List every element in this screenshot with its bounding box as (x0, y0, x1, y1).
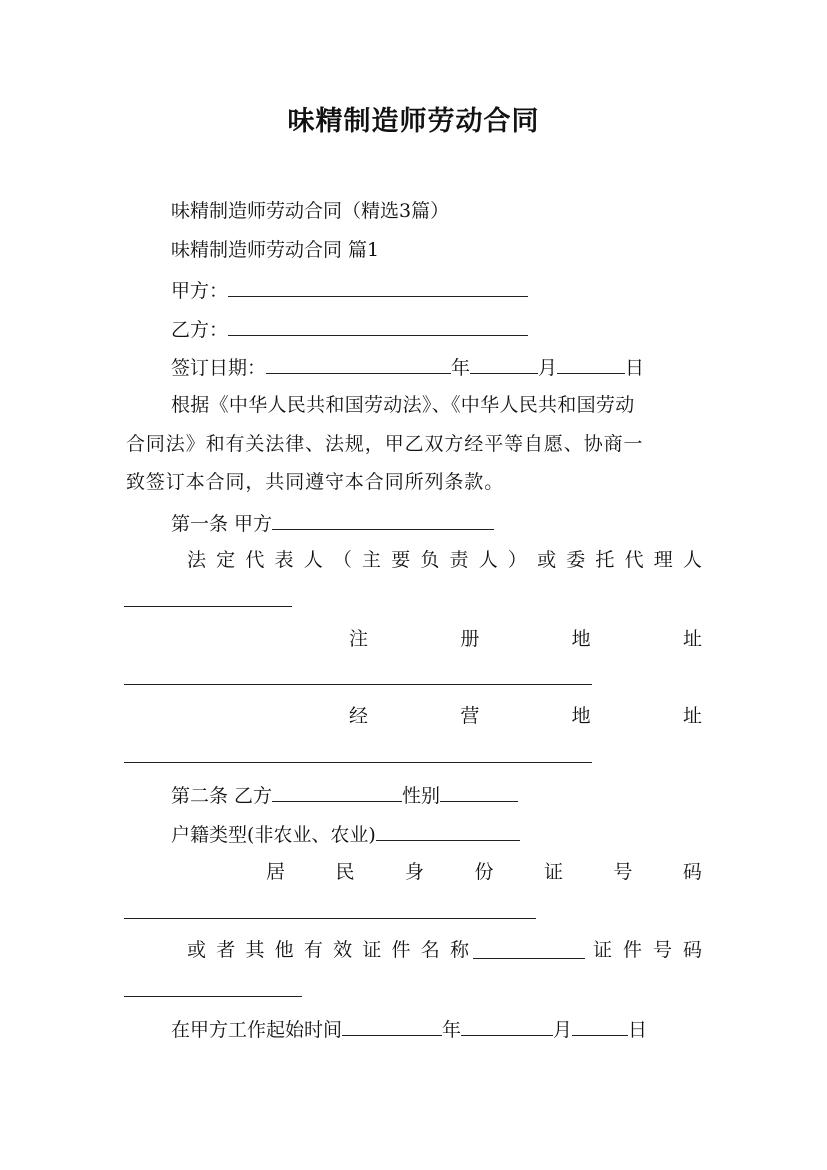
sign-day-blank[interactable] (557, 351, 625, 374)
household-blank[interactable] (376, 818, 520, 841)
section-heading: 味精制造师劳动合同 篇1 (171, 239, 380, 261)
cert-no-char: 证 (593, 939, 613, 961)
legal-rep-line (187, 545, 702, 575)
legal-rep-char: 负 (420, 549, 440, 571)
document-title: 味精制造师劳动合同 (287, 106, 540, 137)
cert-no-char: 件 (622, 939, 642, 961)
household-line (171, 818, 520, 850)
id-number-char: 身 (404, 861, 424, 883)
start-year-blank[interactable] (342, 1013, 442, 1036)
legal-rep-char: 人 (682, 549, 702, 571)
legal-rep-char: 或 (537, 549, 557, 571)
legal-rep-char: 代 (624, 549, 644, 571)
start-day-blank[interactable] (572, 1013, 628, 1036)
legal-rep-char: 托 (595, 549, 615, 571)
other-id-char: 件 (391, 939, 411, 961)
article-2-name-blank[interactable] (272, 779, 402, 802)
other-id-char: 有 (303, 939, 323, 961)
biz-address-char: 址 (682, 705, 702, 727)
intro-line-1: 根据《中华人民共和国劳动法》、《中华人民共和国劳动 (171, 394, 635, 416)
other-id-char: 效 (333, 939, 353, 961)
biz-address-char: 营 (460, 705, 480, 727)
legal-rep-char: 理 (653, 549, 673, 571)
legal-rep-char: 委 (566, 549, 586, 571)
start-day-label: 日 (628, 1019, 648, 1041)
start-month-blank[interactable] (461, 1013, 553, 1036)
start-time-label: 在甲方工作起始时间 (171, 1019, 343, 1041)
subtitle: 味精制造师劳动合同（精选3篇） (171, 200, 450, 222)
party-b-line (171, 313, 528, 345)
party-b-blank[interactable] (228, 313, 528, 336)
reg-address-blank[interactable] (124, 684, 592, 685)
id-number-char: 居 (266, 861, 286, 883)
sign-date-line (171, 351, 644, 383)
other-id-char: 或 (187, 939, 207, 961)
party-a-blank[interactable] (228, 274, 528, 297)
id-number-char: 号 (613, 861, 633, 883)
start-year-label: 年 (442, 1019, 462, 1041)
biz-address-char: 地 (571, 705, 591, 727)
article-1-label: 第一条 甲方 (171, 513, 273, 535)
legal-rep-char: ） (507, 549, 527, 571)
intro-line-3: 致签订本合同，共同遵守本合同所列条款。 (126, 471, 505, 493)
other-id-char: 名 (420, 939, 440, 961)
year-label: 年 (451, 357, 471, 379)
legal-rep-char: 定 (216, 549, 236, 571)
biz-address-blank[interactable] (124, 762, 592, 763)
legal-rep-char: 要 (391, 549, 411, 571)
cert-no-char: 号 (652, 939, 672, 961)
id-number-char: 码 (682, 861, 702, 883)
other-id-name-blank[interactable] (473, 958, 585, 959)
other-id-char: 其 (245, 939, 265, 961)
reg-address-line (349, 624, 702, 654)
household-label: 户籍类型(非农业、农业) (171, 824, 376, 846)
start-time-line (171, 1013, 647, 1045)
party-b-label: 乙方： (171, 319, 229, 341)
sign-month-blank[interactable] (470, 351, 538, 374)
biz-address-line (349, 701, 702, 731)
other-id-char: 者 (216, 939, 236, 961)
biz-address-char: 经 (349, 705, 369, 727)
party-a-label: 甲方： (171, 280, 229, 302)
legal-rep-char: 表 (274, 549, 294, 571)
start-month-label: 月 (553, 1019, 573, 1041)
id-number-char: 民 (335, 861, 355, 883)
cert-no-line (593, 935, 702, 965)
id-number-char: 份 (474, 861, 494, 883)
reg-address-char: 册 (460, 628, 480, 650)
id-number-line (266, 857, 702, 887)
cert-no-blank[interactable] (124, 996, 302, 997)
legal-rep-char: （ (332, 549, 352, 571)
reg-address-char: 地 (571, 628, 591, 650)
id-number-blank[interactable] (124, 918, 536, 919)
legal-rep-char: 人 (303, 549, 323, 571)
reg-address-char: 址 (682, 628, 702, 650)
reg-address-char: 注 (349, 628, 369, 650)
other-id-char: 证 (362, 939, 382, 961)
party-a-line (171, 274, 528, 306)
cert-no-char: 码 (682, 939, 702, 961)
sign-date-label: 签订日期： (171, 357, 267, 379)
id-number-char: 证 (543, 861, 563, 883)
article-1-line (171, 507, 494, 539)
article-2-label: 第二条 乙方 (171, 785, 273, 807)
legal-rep-char: 法 (187, 549, 207, 571)
legal-rep-char: 代 (245, 549, 265, 571)
legal-rep-char: 责 (449, 549, 469, 571)
legal-rep-char: 主 (362, 549, 382, 571)
day-label: 日 (625, 357, 645, 379)
month-label: 月 (538, 357, 558, 379)
article-1-blank[interactable] (272, 507, 494, 530)
article-2-line (171, 779, 518, 811)
legal-rep-char: 人 (478, 549, 498, 571)
legal-rep-blank[interactable] (124, 606, 292, 607)
other-id-name-line (187, 935, 469, 965)
gender-blank[interactable] (440, 779, 518, 802)
gender-label: 性别 (402, 785, 441, 807)
intro-line-2: 合同法》和有关法律、法规，甲乙双方经平等自愿、协商一 (126, 433, 644, 455)
other-id-char: 他 (274, 939, 294, 961)
sign-year-blank[interactable] (266, 351, 451, 374)
other-id-char: 称 (449, 939, 469, 961)
